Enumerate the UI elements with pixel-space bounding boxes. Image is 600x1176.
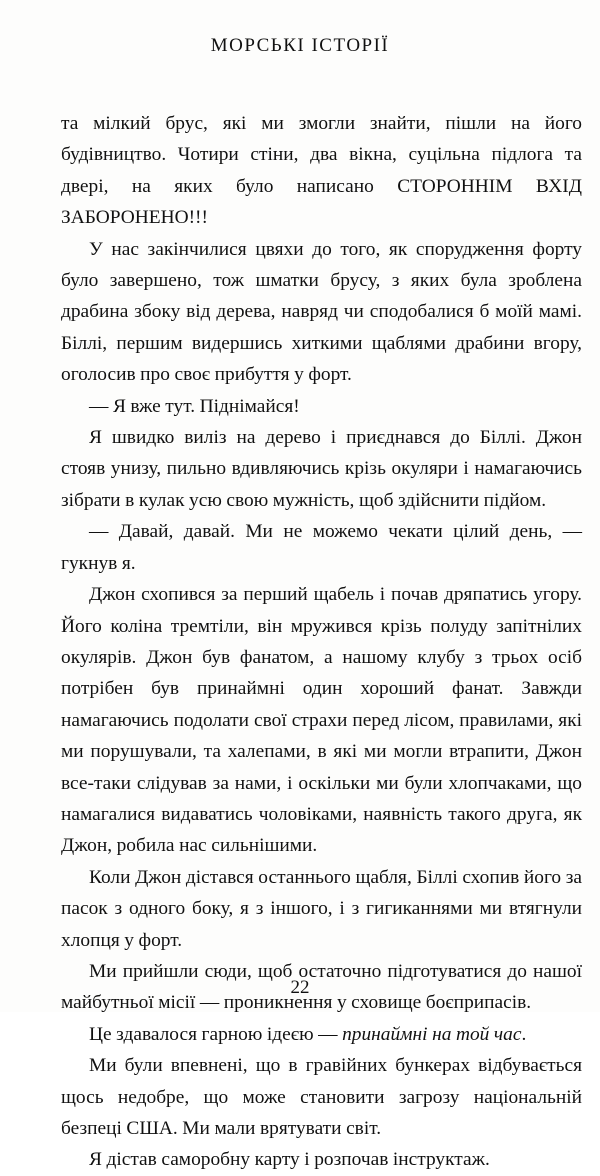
italic-phrase: принаймні на той час [342,1023,522,1045]
paragraph-text: Це здавалося гарною ідеєю — [89,1023,343,1045]
paragraph: та мілкий брус, які ми змогли знайти, пішли на його будівництво. Чотири стіни, два вікна, суцільна підлога та двері, на яких було написано СТОРОННІМ ВХІД ЗАБОРОНЕНО!!! [61,113,582,229]
paragraph: Ми прийшли сюди, щоб остаточно підготуватися до нашої майбутньої місії — проникнення у сховище боєприпасів. [61,960,582,1014]
paragraph-with-italic [61,1019,582,1050]
paragraph: У нас закінчилися цвяхи до того, як спорудження форту було завершено, тож шматки брусу, з яких була зроблена драбина збоку від дерева, навряд чи сподобалися б моїй мамі. Біллі, першим видершись хиткими щаблями драбини вгору, оголосив про своє прибуття у форт. [61,238,582,386]
running-head: МОРСЬКІ ІСТОРІЇ [210,35,390,56]
paragraph: Ми були впевнені, що в гравійних бункерах відбувається щось недобре, що може становити загрозу національній безпеці США. Ми мали врятувати світ. [61,1055,582,1139]
dialogue-line: — Давай, давай. Ми не можемо чекати цілий день, — гукнув я. [61,521,582,574]
dialogue-line: — Я вже тут. Піднімайся! [89,395,300,417]
paragraph: Я дістав саморобну карту і розпочав інструктаж. [89,1149,490,1171]
paragraph: Коли Джон дістався останнього щабля, Біллі схопив його за пасок з одного боку, я з іншого, і з гигиканнями ми втягнули хлопця у форт. [61,866,582,951]
page-number: 22 [290,977,310,998]
body-text [61,108,582,1176]
paragraph: Я швидко виліз на дерево і приєднався до Біллі. Джон стояв унизу, пильно вдивляючись крізь окуляри і намагаючись зібрати в кулак усю свою мужність, щоб здійснити підйом. [61,427,582,511]
paragraph: Джон схопився за перший щабель і почав дряпатись угору. Його коліна тремтіли, він мружився крізь полуду запітнілих окулярів. Джон був фанатом, а нашому клубу з трьох осіб потрібен був принаймні один хороший фанат. Завжди намагаючись подолати свої страхи перед лісом, правилами, які ми порушували, та халепами, в які ми могли втрапити, Джон все-таки слідував за нами, і оскільки ми були хлопчаками, що намагалися видаватись чоловіками, наявність такого друга, як Джон, робила нас сильнішими. [61,584,582,857]
paragraph-text-end: . [521,1023,527,1045]
